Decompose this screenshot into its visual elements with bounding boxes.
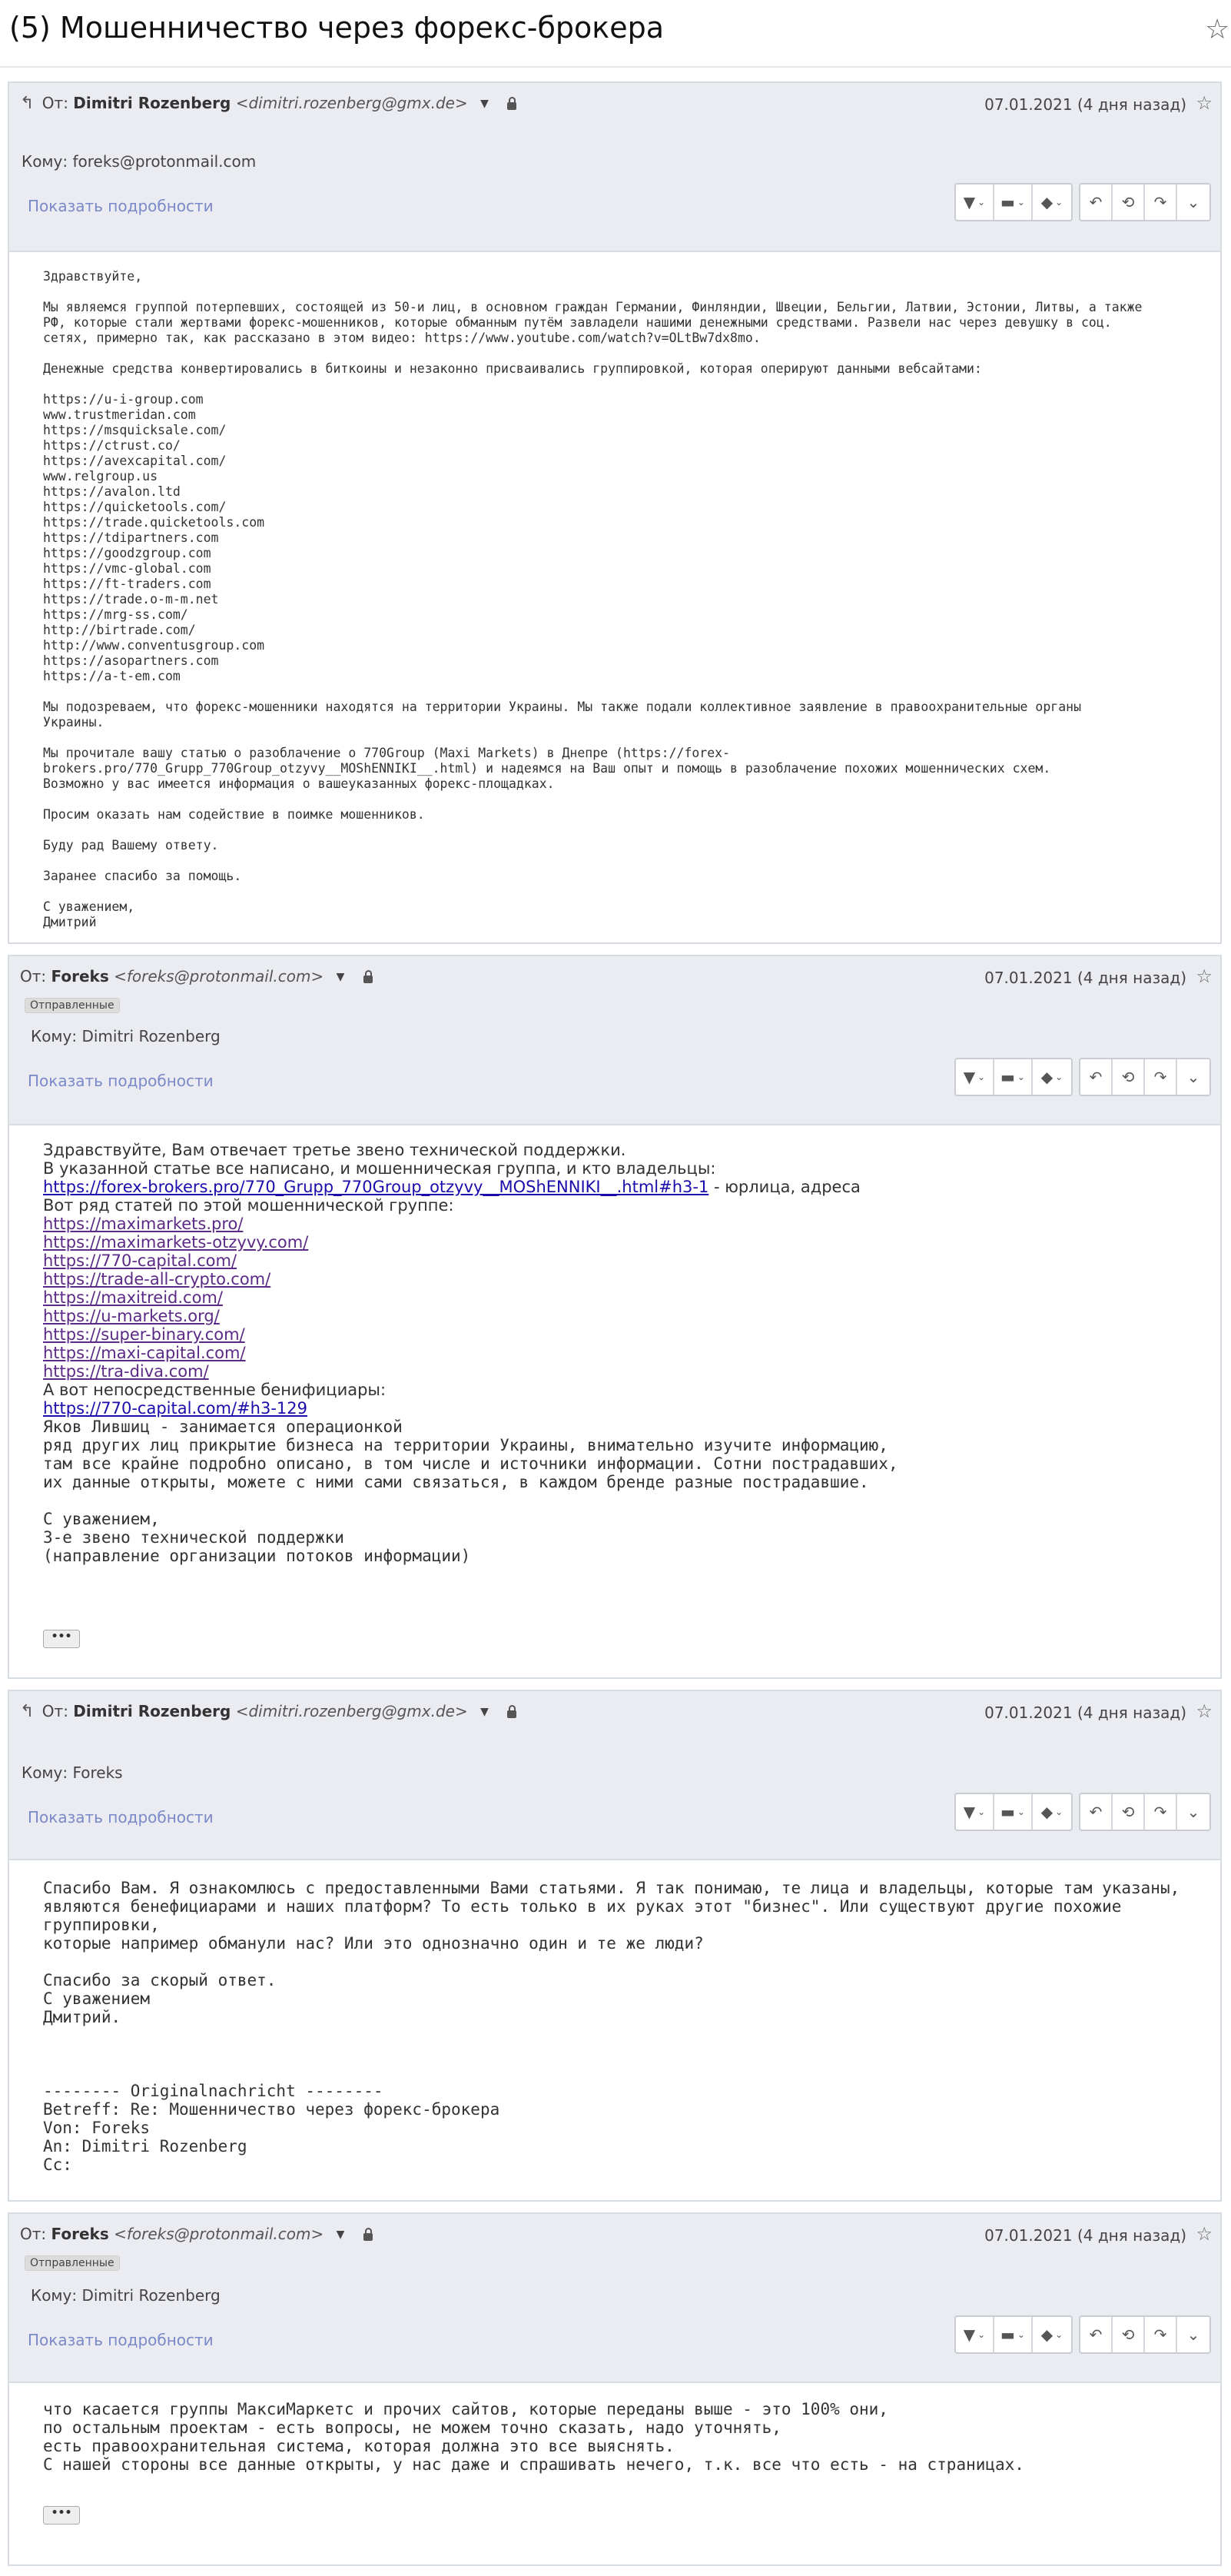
label-button[interactable] (1033, 2317, 1071, 2352)
sender-email[interactable]: <foreks@protonmail.com> (114, 2225, 324, 2243)
reply-button[interactable] (1080, 184, 1113, 220)
message-header (9, 2214, 1220, 2383)
message-body (9, 2383, 1220, 2524)
star-icon[interactable]: ☆ (1196, 1700, 1213, 1722)
greeting-line: Здравствуйте, Вам отвечает третье звено технической поддержки. (43, 1141, 626, 1159)
filter-icon: ▼ (963, 2325, 976, 2344)
reply-all-icon: ⟲ (1121, 1068, 1135, 1086)
lock-icon (363, 2233, 373, 2241)
label-button[interactable] (1033, 1059, 1071, 1095)
reply-icon: ↰ (20, 94, 35, 113)
reply-all-icon: ⟲ (1121, 1803, 1135, 1821)
forward-icon: ↷ (1153, 193, 1167, 211)
reply-icon: ↶ (1089, 1803, 1103, 1821)
sender-name[interactable]: Dimitri Rozenberg (73, 94, 231, 112)
reply-all-button[interactable] (1113, 1059, 1145, 1095)
beneficiary-link[interactable]: https://770-capital.com/#h3-129 (43, 1399, 307, 1418)
more-actions-button[interactable] (1177, 2317, 1209, 2352)
forward-icon: ↷ (1153, 2325, 1167, 2344)
message-text: Здравствуйте, Мы являемся группой потерпевших, состоящей из 50-и лиц, в основном граждан Германии, Финляндии, Швеции, Бельгии, Латвии, Эстонии, Литвы, а также РФ, которые стали жертвами форекс-мошенников, которые обманным путём завладели нашими денежными средствами. Развели нас через девушку в соц. сетях, примерно так, как рассказано в этом видео: https://www.youtube.com/watch?v=OLtBw7dx8mo. Денежные средства конвертировались в биткоины и незаконно присваивались группировкой, которая оперируют данными вебсайтами: https://u-i-group.com www.trustmeridan.com https://msquicksale.com/ https://ctrust.co/ https://avexcapital.com/ www.relgroup.us https://avalon.ltd https://quicketools.com/ https://trade.quicketools.com https://tdipartners.com https://goodzgroup.com https://vmc-global.com https://ft-traders.com https://trade.o-m-m.net https://mrg-ss.com/ http://birtrade.com/ http://www.conventusgroup.com https://asopartners.com https://a-t-em.com Мы подозреваем, что форекс-мошенники находятся на территории Украины. Мы также подали коллективное заявление в правоохранительные органы Украины. Мы прочитале вашу статью о разоблачение о 770Group (Maxi Markets) в Днепре (https://forex- brokers.pro/770_Grupp_770Group_otzyvy__MOShENNIKI__.html) и надеямся на Ваш опыт и помощь в разоблачение похожих мошеннических схем. Возможно у вас имеется информация о вашеуказанных форекс-площадках. Просим оказать нам содействие в поимке мошенников. Буду рад Вашему ответу. Заранее спасибо за помощь. С уважением, Дмитрий (43, 269, 1143, 929)
caret-down-icon[interactable]: ▼ (336, 971, 345, 983)
star-icon[interactable]: ☆ (1196, 2223, 1213, 2245)
lock-icon (507, 102, 516, 110)
message-text: Спасибо Вам. Я ознакомлюсь с предоставленными Вами статьями. Я так понимаю, те лица и владельцы, которые там указаны, являются бенефициарами и наших платформ? То есть только в их руках этот "бизнес". Или существуют другие похожие группировки, которые например обманули нас? Или это однозначно один и те же люди? Спасибо за скорый ответ. С уважением Дмитрий. -------- Originalnachricht -------- Betreff: Re: Мошенничество через форекс-брокера Von: Foreks An: Dimitri Rozenberg Cc: (43, 1879, 1180, 2174)
beneficiary-intro: А вот непосредственные бенифициары: (43, 1381, 387, 1399)
reply-button[interactable] (1080, 2317, 1113, 2352)
chevron-down-icon: ⌄ (1186, 1803, 1200, 1821)
filter-icon: ▼ (963, 193, 976, 211)
article-links-list (43, 1215, 1186, 1381)
folder-icon: ▬ (1000, 1068, 1015, 1086)
page-title: (5) Мошенничество через форекс-брокера (9, 11, 665, 45)
message-header (9, 1691, 1220, 1860)
message-1 (8, 81, 1222, 944)
message-toolbar (954, 1793, 1211, 1831)
show-quoted-button[interactable]: ••• (43, 2506, 80, 2524)
to-label: Кому: (31, 2286, 78, 2305)
reply-icon: ↰ (20, 1702, 35, 1721)
more-actions-button[interactable] (1177, 1059, 1209, 1095)
to-row (22, 1763, 123, 1782)
move-to-folder-button[interactable] (994, 184, 1033, 220)
tag-icon: ◆ (1040, 193, 1053, 211)
recipient[interactable]: Dimitri Rozenberg (81, 2286, 221, 2305)
filter-button[interactable] (956, 1794, 994, 1830)
forward-button[interactable] (1145, 2317, 1177, 2352)
sender-name[interactable]: Foreks (51, 2225, 109, 2243)
article-link[interactable]: https://maximarkets.pro/ (43, 1215, 244, 1233)
article-link-item (43, 1288, 1186, 1307)
message-date: 07.01.2021 (4 дня назад) (984, 969, 1186, 987)
recipient[interactable]: Dimitri Rozenberg (81, 1027, 221, 1045)
chevron-down-icon: ⌄ (1055, 1807, 1063, 1817)
message-body (9, 1860, 1220, 2174)
article-link[interactable]: https://maxitreid.com/ (43, 1288, 223, 1307)
recipient[interactable]: foreks@protonmail.com (72, 152, 257, 171)
from-row (20, 2225, 373, 2243)
article-link[interactable]: https://u-markets.org/ (43, 1307, 220, 1325)
chevron-down-icon: ⌄ (977, 1072, 986, 1082)
message-body (9, 252, 1220, 930)
label-button[interactable] (1033, 184, 1071, 220)
caret-down-icon[interactable]: ▼ (480, 1706, 489, 1718)
caret-down-icon[interactable]: ▼ (336, 2229, 345, 2241)
sender-email[interactable]: <dimitri.rozenberg@gmx.de> (235, 1702, 468, 1720)
chevron-down-icon: ⌄ (1017, 2329, 1025, 2340)
title-divider (0, 66, 1231, 68)
article-link-item (43, 1325, 1186, 1344)
recipient[interactable]: Foreks (72, 1763, 123, 1782)
tag-icon: ◆ (1040, 2325, 1053, 2344)
article-line: В указанной статье все написано, и мошенническая группа, и кто владельцы: (43, 1159, 716, 1178)
article-link-item (43, 1233, 1186, 1251)
chevron-down-icon: ⌄ (1055, 1072, 1063, 1082)
move-to-folder-button[interactable] (994, 1794, 1033, 1830)
forward-button[interactable] (1145, 1059, 1177, 1095)
message-toolbar (954, 1058, 1211, 1096)
signature-text: Яков Лившиц - занимается операционкой ряд других лиц прикрытие бизнеса на территории Украины, внимательно изучите информацию, там все крайне подробно описано, в том числе и источники информации. Сотни пострадавших, их данные открыты, можете с ними сами связаться, в каждом бренде разные пострадавшие. С уважением, 3-е звено технической поддержки (направление организации потоков информации) (43, 1418, 898, 1565)
from-label: От: (41, 94, 68, 112)
star-icon[interactable]: ☆ (1196, 92, 1213, 114)
organize-button-group (954, 183, 1073, 221)
chevron-down-icon: ⌄ (977, 1807, 986, 1817)
message-toolbar (954, 183, 1211, 221)
lock-icon (507, 1710, 516, 1718)
message-4 (8, 2212, 1222, 2566)
to-row (31, 1027, 221, 1045)
organize-button-group (954, 2315, 1073, 2354)
chevron-down-icon: ⌄ (1186, 2325, 1200, 2344)
reply-button-group (1079, 1793, 1211, 1831)
forward-icon: ↷ (1153, 1068, 1167, 1086)
show-quoted-button[interactable]: ••• (43, 1630, 80, 1648)
chevron-down-icon: ⌄ (1017, 1807, 1025, 1817)
show-details-link[interactable]: Показать подробности (28, 197, 214, 215)
chevron-down-icon: ⌄ (977, 197, 986, 208)
article-link-row (43, 1178, 1186, 1196)
message-date: 07.01.2021 (4 дня назад) (984, 1703, 1186, 1722)
reply-all-icon: ⟲ (1121, 2325, 1135, 2344)
filter-button[interactable] (956, 2317, 994, 2352)
caret-down-icon[interactable]: ▼ (480, 98, 489, 110)
to-row (22, 152, 256, 171)
chevron-down-icon: ⌄ (977, 2329, 986, 2340)
message-3 (8, 1690, 1222, 2202)
chevron-down-icon: ⌄ (1055, 197, 1063, 208)
article-link[interactable]: https://forex-brokers.pro/770_Grupp_770Group_otzyvy__MOShENNIKI__.html#h3-1 (43, 1178, 709, 1196)
article-link-item (43, 1251, 1186, 1270)
from-label: От: (20, 2225, 47, 2243)
list-intro: Вот ряд статей по этой мошеннической группе: (43, 1196, 454, 1215)
from-row (20, 94, 516, 113)
folder-icon: ▬ (1000, 2325, 1015, 2344)
article-link[interactable]: https://super-binary.com/ (43, 1325, 245, 1344)
to-label: Кому: (31, 1027, 78, 1045)
article-link-item (43, 1307, 1186, 1325)
article-link[interactable]: https://maximarkets-otzyvy.com/ (43, 1233, 309, 1251)
article-link-item (43, 1362, 1186, 1381)
forward-button[interactable] (1145, 1794, 1177, 1830)
filter-icon: ▼ (963, 1068, 976, 1086)
sender-email[interactable]: <foreks@protonmail.com> (114, 967, 324, 986)
reply-button-group (1079, 183, 1211, 221)
to-row (31, 2286, 221, 2305)
star-icon[interactable]: ☆ (1196, 966, 1213, 987)
reply-icon: ↶ (1089, 2325, 1103, 2344)
sender-name[interactable]: Dimitri Rozenberg (73, 1702, 231, 1720)
article-link[interactable]: https://trade-all-crypto.com/ (43, 1270, 271, 1288)
message-2 (8, 955, 1222, 1679)
message-text (43, 1141, 1186, 1648)
move-to-folder-button[interactable] (994, 1059, 1033, 1095)
chevron-down-icon: ⌄ (1017, 1072, 1025, 1082)
reply-button-group (1079, 2315, 1211, 2354)
reply-icon: ↶ (1089, 193, 1103, 211)
article-link-item (43, 1215, 1186, 1233)
message-date: 07.01.2021 (4 дня назад) (984, 95, 1186, 114)
message-date: 07.01.2021 (4 дня назад) (984, 2226, 1186, 2245)
show-details-link[interactable]: Показать подробности (28, 1808, 214, 1826)
reply-all-button[interactable] (1113, 2317, 1145, 2352)
message-header (9, 83, 1220, 252)
reply-all-button[interactable] (1113, 184, 1145, 220)
folder-icon: ▬ (1000, 1803, 1015, 1821)
forward-button[interactable] (1145, 184, 1177, 220)
from-row (20, 967, 373, 986)
folder-icon: ▬ (1000, 193, 1015, 211)
tag-icon: ◆ (1040, 1803, 1053, 1821)
from-label: От: (20, 967, 47, 986)
message-text: что касается группы МаксиМаркетс и прочих сайтов, которые переданы выше - это 100% они, по остальным проектам - есть вопросы, не можем точно сказать, надо уточнять, есть правоохранительная система, которая должна это все выяснять. С нашей стороны все данные открыты, у нас даже и спрашивать нечего, т.к. все что есть - на страницах. (43, 2400, 1024, 2474)
to-label: Кому: (22, 1763, 68, 1782)
article-link[interactable]: https://tra-diva.com/ (43, 1362, 209, 1381)
filter-button[interactable] (956, 1059, 994, 1095)
more-actions-button[interactable] (1177, 1794, 1209, 1830)
chevron-down-icon: ⌄ (1055, 2329, 1063, 2340)
move-to-folder-button[interactable] (994, 2317, 1033, 2352)
tag-icon: ◆ (1040, 1068, 1053, 1086)
filter-icon: ▼ (963, 1803, 976, 1821)
to-label: Кому: (22, 152, 68, 171)
reply-all-icon: ⟲ (1121, 193, 1135, 211)
message-toolbar (954, 2315, 1211, 2354)
sent-badge[interactable]: Отправленные (25, 2255, 120, 2271)
sender-email[interactable]: <dimitri.rozenberg@gmx.de> (235, 94, 468, 112)
filter-button[interactable] (956, 184, 994, 220)
from-row (20, 1702, 516, 1721)
show-details-link[interactable]: Показать подробности (28, 1072, 214, 1090)
article-link[interactable]: https://maxi-capital.com/ (43, 1344, 246, 1362)
chevron-down-icon: ⌄ (1017, 197, 1025, 208)
article-link-item (43, 1270, 1186, 1288)
sent-badge[interactable]: Отправленные (25, 998, 120, 1013)
message-header (9, 956, 1220, 1125)
show-details-link[interactable]: Показать подробности (28, 2331, 214, 2349)
reply-all-button[interactable] (1113, 1794, 1145, 1830)
reply-icon: ↶ (1089, 1068, 1103, 1086)
reply-button[interactable] (1080, 1794, 1113, 1830)
chevron-down-icon: ⌄ (1186, 193, 1200, 211)
star-icon[interactable]: ☆ (1205, 14, 1230, 45)
chevron-down-icon: ⌄ (1186, 1068, 1200, 1086)
forward-icon: ↷ (1153, 1803, 1167, 1821)
article-link-item (43, 1344, 1186, 1362)
lock-icon (363, 976, 373, 983)
article-suffix: - юрлица, адреса (708, 1178, 861, 1196)
from-label: От: (41, 1702, 68, 1720)
more-actions-button[interactable] (1177, 184, 1209, 220)
organize-button-group (954, 1058, 1073, 1096)
reply-button-group (1079, 1058, 1211, 1096)
article-link[interactable]: https://770-capital.com/ (43, 1251, 237, 1270)
organize-button-group (954, 1793, 1073, 1831)
reply-button[interactable] (1080, 1059, 1113, 1095)
message-body (9, 1125, 1220, 1648)
sender-name[interactable]: Foreks (51, 967, 109, 986)
label-button[interactable] (1033, 1794, 1071, 1830)
